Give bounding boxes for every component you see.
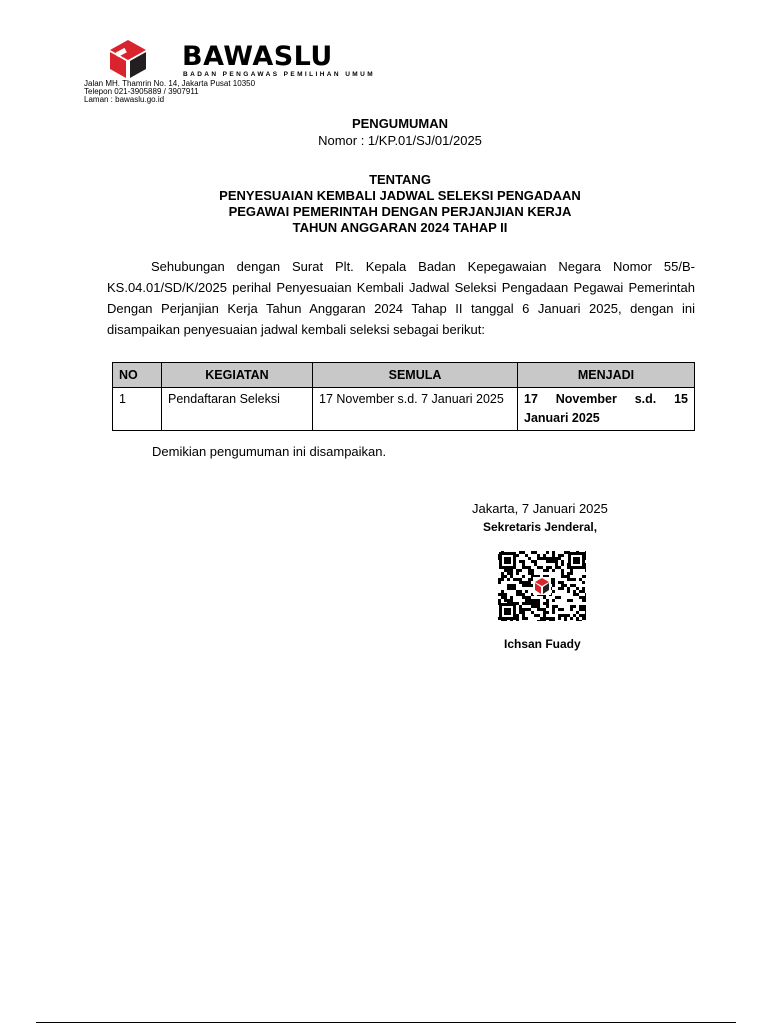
subject-line-2: PEGAWAI PEMERINTAH DENGAN PERJANJIAN KERJA <box>228 204 572 219</box>
header-kegiatan: KEGIATAN <box>162 363 313 388</box>
header-no: NO <box>113 363 162 388</box>
signature-place-date: Jakarta, 7 Januari 2025 <box>472 501 608 516</box>
subject-line-3: TAHUN ANGGARAN 2024 TAHAP II <box>292 220 508 235</box>
cell-kegiatan: Pendaftaran Seleksi <box>162 388 313 431</box>
body-paragraph <box>107 256 695 340</box>
table-header-row <box>113 363 695 388</box>
header-menjadi: MENJADI <box>518 363 695 388</box>
letterhead <box>84 36 406 106</box>
announcement-heading: PENGUMUMAN <box>351 116 449 131</box>
org-phone: Telepon 021-3905889 / 3907911 <box>84 87 199 96</box>
footer-divider <box>36 1022 736 1023</box>
cell-menjadi: 17 November s.d. 15 Januari 2025 <box>518 388 695 431</box>
closing-text: Demikian pengumuman ini disampaikan. <box>152 444 387 459</box>
qr-code-icon <box>498 551 586 621</box>
signature-name: Ichsan Fuady <box>504 637 581 651</box>
signature-position: Sekretaris Jenderal, <box>483 520 598 534</box>
table-row <box>113 388 695 431</box>
org-address: Jalan MH. Thamrin No. 14, Jakarta Pusat 10350 <box>84 79 256 88</box>
cell-semula: 17 November s.d. 7 Januari 2025 <box>313 388 518 431</box>
announcement-number: Nomor : 1/KP.01/SJ/01/2025 <box>318 133 482 148</box>
org-tagline: BADAN PENGAWAS PEMILIHAN UMUM <box>183 71 376 78</box>
header-semula: SEMULA <box>313 363 518 388</box>
body-paragraph-text: Sehubungan dengan Surat Plt. Kepala Badan Kepegawaian Negara Nomor 55/B-KS.04.01/SD/K/2025 perihal Penyesuaian Kembali Jadwal Seleksi Pengadaan Pegawai Pemerintah Dengan Perjanjian Kerja Tahun Anggaran 2024 Tahap II tanggal 6 Januari 2025, dengan ini disampaikan penyesuaian jadwal kembali seleksi sebagai berikut: <box>107 259 695 337</box>
bawaslu-logo-icon <box>106 36 176 80</box>
schedule-table <box>112 362 695 431</box>
about-label: TENTANG <box>369 172 431 187</box>
org-website: Laman : bawaslu.go.id <box>84 95 165 104</box>
org-name: BAWASLU <box>182 41 333 72</box>
subject-line-1: PENYESUAIAN KEMBALI JADWAL SELEKSI PENGADAAN <box>219 188 581 203</box>
cell-no: 1 <box>113 388 162 431</box>
